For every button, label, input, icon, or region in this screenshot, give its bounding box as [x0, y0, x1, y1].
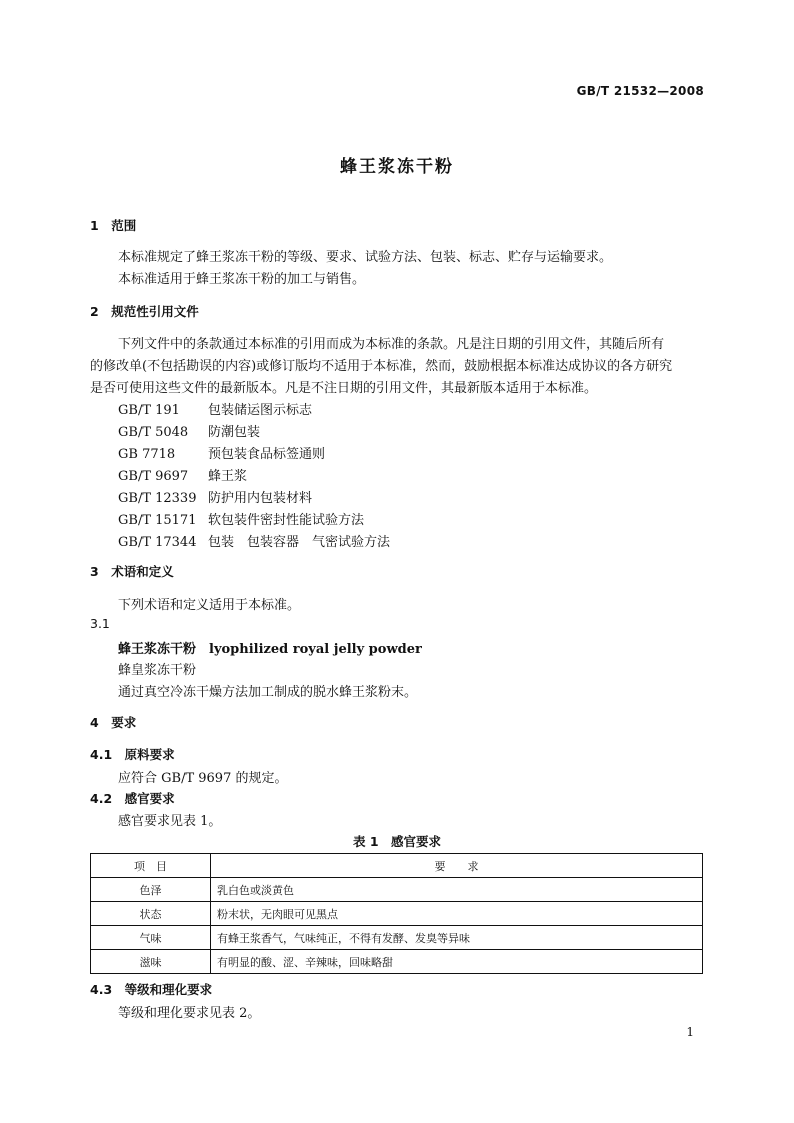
- section-1-para-1: 本标准规定了蜂王浆冻干粉的等级、要求、试验方法、包装、标志、贮存与运输要求。: [118, 250, 613, 265]
- table-cell-item: 色泽: [91, 878, 211, 902]
- document-code: GB/T 21532—2008: [576, 84, 704, 98]
- section-2-para-line-1: 下列文件中的条款通过本标准的引用而成为本标准的条款。凡是注日期的引用文件，其随后所有: [118, 337, 665, 352]
- reference-number: GB/T 5048: [118, 425, 189, 440]
- subclause-3-1-number: 3.1: [90, 616, 110, 631]
- table-header-item: 项 目: [91, 854, 211, 878]
- reference-item: [118, 443, 325, 462]
- table-header-row: [91, 854, 703, 878]
- table-1-caption: 表 1 感官要求: [352, 834, 442, 849]
- page-number: 1: [686, 1025, 694, 1039]
- table-cell-requirement: 有明显的酸、涩、辛辣味，回味略甜: [211, 950, 703, 974]
- document-title: 蜂王浆冻干粉: [340, 157, 454, 177]
- section-2-para-line-3: 是否可使用这些文件的最新版本。凡是不注日期的引用文件，其最新版本适用于本标准。: [90, 381, 598, 396]
- section-3-para-1: 下列术语和定义适用于本标准。: [118, 598, 301, 613]
- term-entry: 蜂王浆冻干粉 lyophilized royal jelly powder: [118, 642, 422, 657]
- reference-title: 蜂王浆: [208, 469, 248, 484]
- section-4-3-text: 等级和理化要求见表 2。: [118, 1006, 261, 1021]
- table-cell-requirement: 乳白色或淡黄色: [211, 878, 703, 902]
- section-4-heading: 4 要求: [90, 715, 137, 730]
- reference-title: 包装储运图示标志: [208, 403, 313, 418]
- reference-number: GB/T 12339: [118, 491, 197, 506]
- section-3-heading: 3 术语和定义: [90, 564, 174, 579]
- reference-title: 防潮包装: [208, 425, 261, 440]
- reference-item: [118, 509, 364, 528]
- reference-item: [118, 531, 390, 550]
- table-row: [91, 926, 703, 950]
- table-cell-requirement: 粉末状，无肉眼可见黑点: [211, 902, 703, 926]
- section-4-1-text: 应符合 GB/T 9697 的规定。: [118, 771, 288, 786]
- sensory-requirements-table: [90, 853, 703, 974]
- table-cell-requirement: 有蜂王浆香气，气味纯正，不得有发酵、发臭等异味: [211, 926, 703, 950]
- table-header-requirement: 要 求: [211, 854, 703, 878]
- section-2-para-line-2: 的修改单(不包括勘误的内容)或修订版均不适用于本标准，然而，鼓励根据本标准达成协议的各方研究: [90, 359, 673, 374]
- table-cell-item: 滋味: [91, 950, 211, 974]
- section-4-2-text: 感官要求见表 1。: [118, 814, 222, 829]
- reference-title: 防护用内包装材料: [208, 491, 313, 506]
- table-row: [91, 878, 703, 902]
- reference-title: 软包装件密封性能试验方法: [208, 513, 365, 528]
- reference-item: [118, 465, 247, 484]
- reference-item: [118, 421, 260, 440]
- reference-title: 包装 包装容器 气密试验方法: [208, 535, 391, 550]
- reference-number: GB 7718: [118, 447, 176, 462]
- reference-number: GB/T 191: [118, 403, 180, 418]
- table-row: [91, 902, 703, 926]
- reference-number: GB/T 15171: [118, 513, 197, 528]
- reference-number: GB/T 17344: [118, 535, 197, 550]
- table-row: [91, 950, 703, 974]
- section-1-para-2: 本标准适用于蜂王浆冻干粉的加工与销售。: [118, 272, 366, 287]
- table-cell-item: 气味: [91, 926, 211, 950]
- reference-item: [118, 399, 312, 418]
- section-2-heading: 2 规范性引用文件: [90, 304, 199, 319]
- section-1-heading: 1 范围: [90, 218, 137, 233]
- reference-number: GB/T 9697: [118, 469, 189, 484]
- section-4-1-heading: 4.1 原料要求: [90, 747, 175, 762]
- term-definition: 通过真空冷冻干燥方法加工制成的脱水蜂王浆粉末。: [118, 685, 418, 700]
- term-synonym: 蜂皇浆冻干粉: [118, 663, 197, 678]
- reference-item: [118, 487, 312, 506]
- table-cell-item: 状态: [91, 902, 211, 926]
- reference-title: 预包装食品标签通则: [208, 447, 326, 462]
- section-4-3-heading: 4.3 等级和理化要求: [90, 982, 213, 997]
- section-4-2-heading: 4.2 感官要求: [90, 791, 175, 806]
